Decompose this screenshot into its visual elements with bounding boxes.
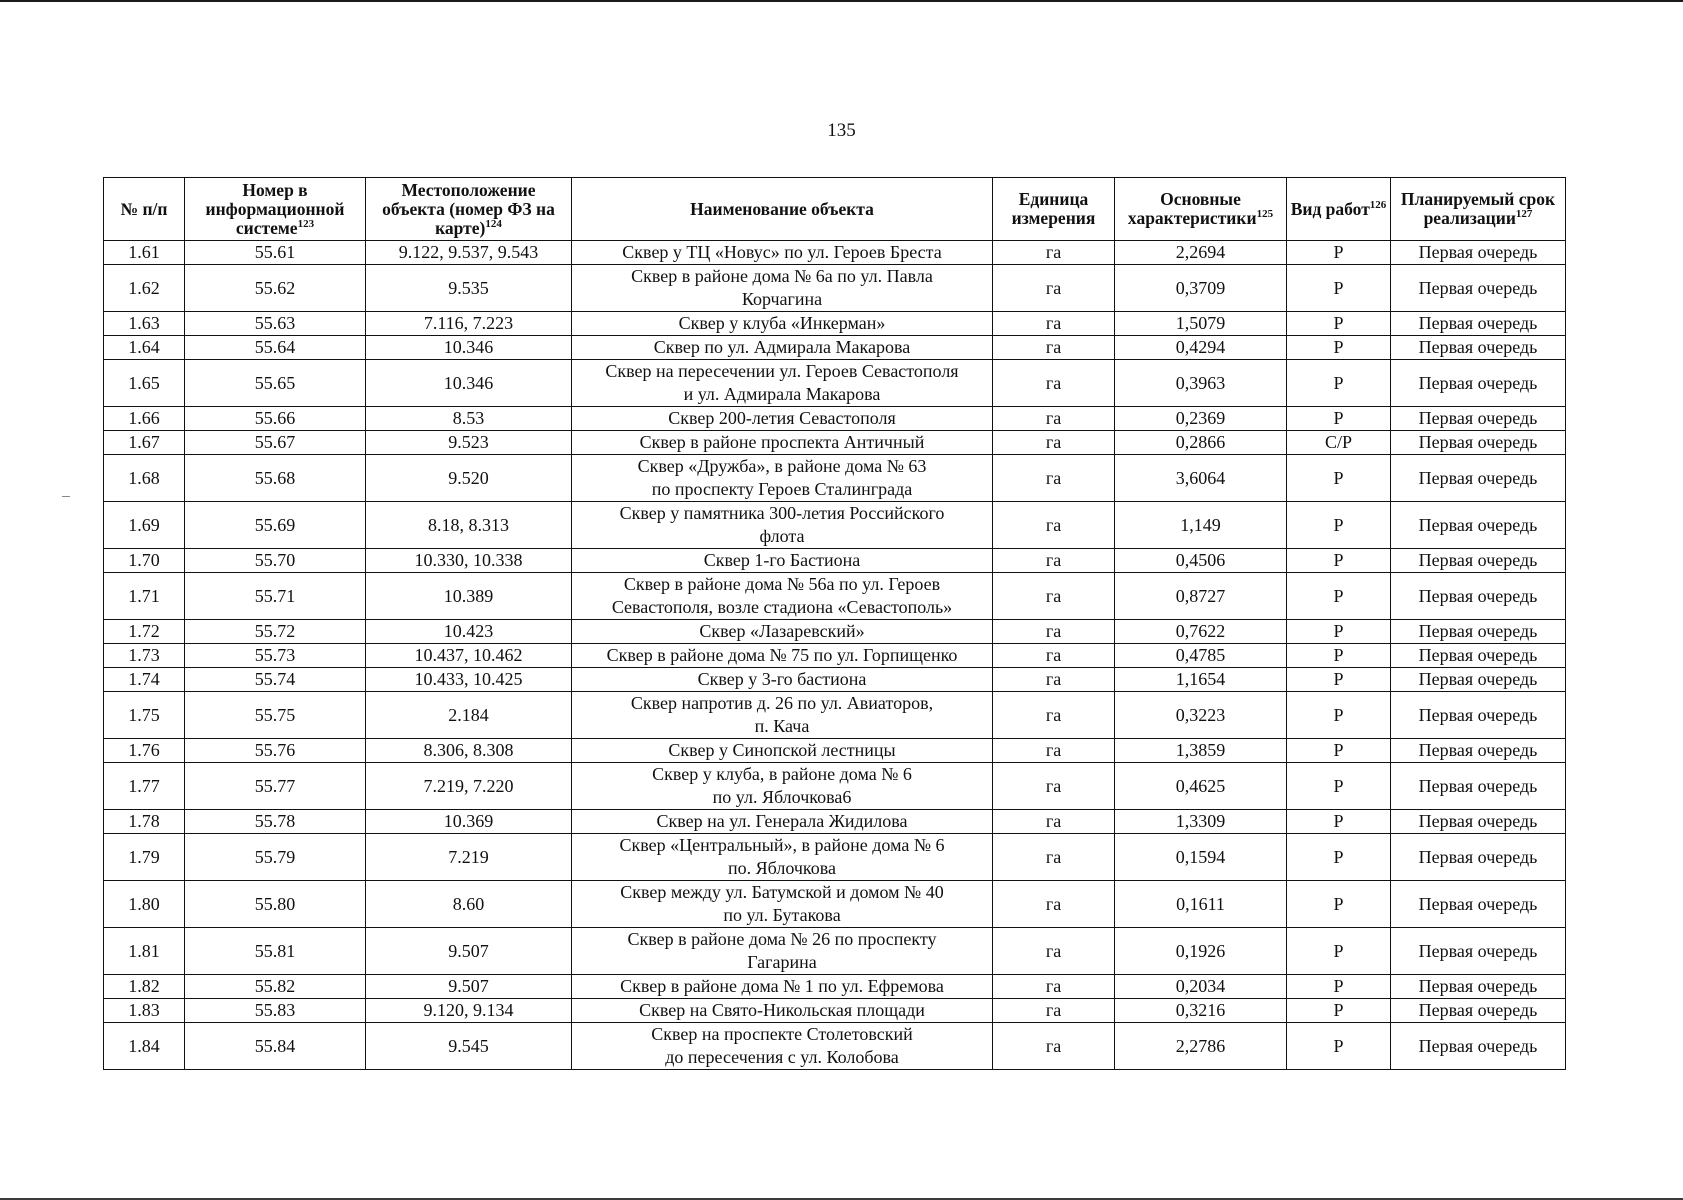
cell-characteristics: 0,3216 — [1115, 999, 1287, 1023]
cell-location: 7.116, 7.223 — [366, 312, 572, 336]
cell-row-number: 1.61 — [104, 241, 185, 265]
page-top-border — [0, 0, 1683, 2]
cell-info-system-number: 55.63 — [185, 312, 366, 336]
object-name-line: Сквер в районе дома № 56а по ул. Героев — [623, 574, 941, 594]
cell-planned-term: Первая очередь — [1391, 573, 1566, 620]
object-name-line: Сквер у клуба «Инкерман» — [678, 313, 886, 333]
cell-row-number: 1.76 — [104, 739, 185, 763]
cell-work-type: Р — [1287, 999, 1391, 1023]
cell-row-number: 1.70 — [104, 549, 185, 573]
cell-info-system-number: 55.69 — [185, 502, 366, 549]
table-row — [104, 975, 1566, 999]
cell-characteristics: 0,1611 — [1115, 881, 1287, 928]
cell-row-number: 1.84 — [104, 1023, 185, 1070]
cell-characteristics: 0,2034 — [1115, 975, 1287, 999]
cell-info-system-number: 55.77 — [185, 763, 366, 810]
col-header-location — [366, 178, 572, 241]
table-row — [104, 810, 1566, 834]
cell-object-name — [572, 834, 993, 881]
header-text: Местоположение объекта (номер ФЗ на карте) — [382, 179, 555, 238]
cell-planned-term: Первая очередь — [1391, 1023, 1566, 1070]
cell-unit: га — [993, 336, 1115, 360]
cell-object-name — [572, 407, 993, 431]
cell-planned-term: Первая очередь — [1391, 881, 1566, 928]
object-name-line: Сквер на пересечении ул. Героев Севастополя — [605, 361, 959, 381]
cell-unit: га — [993, 668, 1115, 692]
cell-characteristics: 0,4625 — [1115, 763, 1287, 810]
cell-info-system-number: 55.76 — [185, 739, 366, 763]
cell-planned-term: Первая очередь — [1391, 241, 1566, 265]
cell-info-system-number: 55.79 — [185, 834, 366, 881]
cell-work-type: Р — [1287, 312, 1391, 336]
cell-info-system-number: 55.73 — [185, 644, 366, 668]
cell-info-system-number: 55.84 — [185, 1023, 366, 1070]
cell-characteristics: 0,4785 — [1115, 644, 1287, 668]
table-row — [104, 265, 1566, 312]
table-row — [104, 360, 1566, 407]
table-row — [104, 834, 1566, 881]
cell-unit: га — [993, 1023, 1115, 1070]
cell-characteristics: 2,2786 — [1115, 1023, 1287, 1070]
object-name-line: Сквер «Лазаревский» — [699, 621, 865, 641]
cell-planned-term: Первая очередь — [1391, 407, 1566, 431]
cell-info-system-number: 55.80 — [185, 881, 366, 928]
table-row — [104, 928, 1566, 975]
object-name-line: Корчагина — [741, 289, 823, 309]
cell-work-type: Р — [1287, 810, 1391, 834]
cell-planned-term: Первая очередь — [1391, 336, 1566, 360]
cell-planned-term: Первая очередь — [1391, 975, 1566, 999]
cell-object-name — [572, 241, 993, 265]
cell-unit: га — [993, 241, 1115, 265]
cell-unit: га — [993, 644, 1115, 668]
cell-work-type: Р — [1287, 739, 1391, 763]
cell-row-number: 1.83 — [104, 999, 185, 1023]
object-name-line: п. Кача — [754, 716, 810, 736]
col-header-characteristics — [1115, 178, 1287, 241]
cell-planned-term: Первая очередь — [1391, 834, 1566, 881]
cell-unit: га — [993, 502, 1115, 549]
cell-row-number: 1.78 — [104, 810, 185, 834]
cell-object-name — [572, 999, 993, 1023]
cell-location: 9.120, 9.134 — [366, 999, 572, 1023]
cell-info-system-number: 55.67 — [185, 431, 366, 455]
cell-unit: га — [993, 975, 1115, 999]
cell-unit: га — [993, 739, 1115, 763]
footnote-ref: 124 — [485, 217, 502, 230]
cell-unit: га — [993, 810, 1115, 834]
cell-planned-term: Первая очередь — [1391, 360, 1566, 407]
cell-object-name — [572, 1023, 993, 1070]
cell-planned-term: Первая очередь — [1391, 739, 1566, 763]
footnote-ref: 123 — [297, 217, 315, 230]
cell-row-number: 1.74 — [104, 668, 185, 692]
cell-row-number: 1.64 — [104, 336, 185, 360]
cell-work-type: Р — [1287, 928, 1391, 975]
cell-info-system-number: 55.64 — [185, 336, 366, 360]
object-name-line: Сквер у Синопской лестницы — [668, 740, 896, 760]
table-row — [104, 692, 1566, 739]
table-row — [104, 739, 1566, 763]
cell-row-number: 1.72 — [104, 620, 185, 644]
table-row — [104, 881, 1566, 928]
cell-object-name — [572, 431, 993, 455]
table-row — [104, 241, 1566, 265]
col-header-object-name — [572, 178, 993, 241]
cell-object-name — [572, 763, 993, 810]
cell-unit: га — [993, 573, 1115, 620]
object-name-line: Сквер у клуба, в районе дома № 6 — [652, 764, 912, 784]
cell-work-type: Р — [1287, 407, 1391, 431]
cell-location: 9.122, 9.537, 9.543 — [366, 241, 572, 265]
cell-location: 9.535 — [366, 265, 572, 312]
cell-object-name — [572, 928, 993, 975]
cell-row-number: 1.62 — [104, 265, 185, 312]
cell-location: 9.507 — [366, 975, 572, 999]
cell-unit: га — [993, 360, 1115, 407]
table-body — [104, 241, 1566, 1070]
cell-object-name — [572, 739, 993, 763]
cell-object-name — [572, 573, 993, 620]
cell-location: 7.219 — [366, 834, 572, 881]
col-header-number — [104, 178, 185, 241]
cell-object-name — [572, 620, 993, 644]
cell-location: 10.437, 10.462 — [366, 644, 572, 668]
cell-work-type: Р — [1287, 668, 1391, 692]
cell-work-type: Р — [1287, 975, 1391, 999]
object-name-line: Сквер у памятника 300-летия Российского — [619, 503, 945, 523]
cell-info-system-number: 55.65 — [185, 360, 366, 407]
cell-row-number: 1.69 — [104, 502, 185, 549]
object-name-line: флота — [759, 526, 805, 546]
object-name-line: Сквер в районе дома № 26 по проспекту — [627, 929, 937, 949]
cell-info-system-number: 55.83 — [185, 999, 366, 1023]
cell-info-system-number: 55.81 — [185, 928, 366, 975]
cell-unit: га — [993, 407, 1115, 431]
cell-characteristics: 0,2369 — [1115, 407, 1287, 431]
object-name-line: Сквер на ул. Генерала Жидилова — [656, 811, 908, 831]
object-name-line: Сквер «Центральный», в районе дома № 6 — [619, 835, 945, 855]
table-row — [104, 336, 1566, 360]
cell-location: 10.346 — [366, 360, 572, 407]
object-name-line: Сквер в районе дома № 6а по ул. Павла — [631, 266, 933, 286]
cell-row-number: 1.79 — [104, 834, 185, 881]
cell-work-type: Р — [1287, 881, 1391, 928]
cell-location: 8.60 — [366, 881, 572, 928]
cell-location: 10.389 — [366, 573, 572, 620]
cell-characteristics: 1,149 — [1115, 502, 1287, 549]
cell-row-number: 1.75 — [104, 692, 185, 739]
cell-location: 9.545 — [366, 1023, 572, 1070]
cell-row-number: 1.68 — [104, 455, 185, 502]
cell-unit: га — [993, 620, 1115, 644]
cell-work-type: Р — [1287, 360, 1391, 407]
cell-planned-term: Первая очередь — [1391, 928, 1566, 975]
cell-characteristics: 0,4506 — [1115, 549, 1287, 573]
cell-object-name — [572, 810, 993, 834]
table-row — [104, 1023, 1566, 1070]
cell-location: 10.330, 10.338 — [366, 549, 572, 573]
object-name-line: Сквер в районе дома № 75 по ул. Горпищенко — [606, 645, 958, 665]
object-name-line: по ул. Бутакова — [723, 905, 841, 925]
object-name-line: Сквер на Свято-Никольская площади — [639, 1000, 925, 1020]
cell-info-system-number: 55.62 — [185, 265, 366, 312]
header-text: Планируемый срок реализации — [1400, 189, 1556, 228]
cell-location: 10.346 — [366, 336, 572, 360]
cell-location: 7.219, 7.220 — [366, 763, 572, 810]
cell-row-number: 1.77 — [104, 763, 185, 810]
cell-row-number: 1.67 — [104, 431, 185, 455]
cell-characteristics: 0,1594 — [1115, 834, 1287, 881]
cell-characteristics: 2,2694 — [1115, 241, 1287, 265]
cell-location: 8.18, 8.313 — [366, 502, 572, 549]
object-name-line: Сквер в районе проспекта Античный — [639, 432, 925, 452]
cell-unit: га — [993, 549, 1115, 573]
cell-work-type: Р — [1287, 336, 1391, 360]
cell-object-name — [572, 692, 993, 739]
cell-row-number: 1.81 — [104, 928, 185, 975]
cell-info-system-number: 55.66 — [185, 407, 366, 431]
cell-object-name — [572, 455, 993, 502]
cell-location: 10.433, 10.425 — [366, 668, 572, 692]
object-name-line: Сквер на проспекте Столетовский — [651, 1024, 913, 1044]
cell-location: 9.507 — [366, 928, 572, 975]
cell-work-type: Р — [1287, 834, 1391, 881]
object-name-line: по ул. Яблочкова6 — [712, 787, 852, 807]
cell-unit: га — [993, 692, 1115, 739]
cell-characteristics: 3,6064 — [1115, 455, 1287, 502]
cell-row-number: 1.82 — [104, 975, 185, 999]
cell-characteristics: 1,1654 — [1115, 668, 1287, 692]
cell-work-type: Р — [1287, 692, 1391, 739]
cell-characteristics: 0,3963 — [1115, 360, 1287, 407]
cell-unit: га — [993, 312, 1115, 336]
col-header-planned-term — [1391, 178, 1566, 241]
cell-info-system-number: 55.74 — [185, 668, 366, 692]
cell-planned-term: Первая очередь — [1391, 265, 1566, 312]
object-name-line: до пересечения с ул. Колобова — [665, 1047, 899, 1067]
cell-object-name — [572, 644, 993, 668]
table-row — [104, 407, 1566, 431]
header-text: № п/п — [120, 198, 168, 219]
cell-row-number: 1.71 — [104, 573, 185, 620]
table-row — [104, 644, 1566, 668]
cell-object-name — [572, 549, 993, 573]
cell-work-type: С/Р — [1287, 431, 1391, 455]
cell-info-system-number: 55.71 — [185, 573, 366, 620]
cell-planned-term: Первая очередь — [1391, 692, 1566, 739]
footnote-ref: 126 — [1369, 198, 1387, 211]
cell-characteristics: 1,5079 — [1115, 312, 1287, 336]
cell-work-type: Р — [1287, 620, 1391, 644]
table-row — [104, 763, 1566, 810]
cell-planned-term: Первая очередь — [1391, 668, 1566, 692]
cell-info-system-number: 55.72 — [185, 620, 366, 644]
cell-object-name — [572, 668, 993, 692]
object-name-line: Сквер напротив д. 26 по ул. Авиаторов, — [630, 693, 934, 713]
object-name-line: Сквер между ул. Батумской и домом № 40 — [620, 882, 944, 902]
cell-object-name — [572, 312, 993, 336]
cell-characteristics: 0,3223 — [1115, 692, 1287, 739]
cell-object-name — [572, 265, 993, 312]
object-name-line: по. Яблочкова — [728, 858, 836, 878]
cell-work-type: Р — [1287, 455, 1391, 502]
cell-planned-term: Первая очередь — [1391, 502, 1566, 549]
cell-planned-term: Первая очередь — [1391, 644, 1566, 668]
table-row — [104, 620, 1566, 644]
object-name-line: Сквер у 3-го бастиона — [697, 669, 867, 689]
object-name-line: Сквер «Дружба», в районе дома № 63 — [637, 456, 927, 476]
cell-info-system-number: 55.70 — [185, 549, 366, 573]
cell-location: 9.523 — [366, 431, 572, 455]
cell-object-name — [572, 881, 993, 928]
cell-info-system-number: 55.75 — [185, 692, 366, 739]
table-row — [104, 668, 1566, 692]
cell-characteristics: 0,1926 — [1115, 928, 1287, 975]
table-row — [104, 455, 1566, 502]
footnote-ref: 127 — [1515, 208, 1533, 221]
cell-work-type: Р — [1287, 573, 1391, 620]
cell-planned-term: Первая очередь — [1391, 810, 1566, 834]
cell-planned-term: Первая очередь — [1391, 312, 1566, 336]
object-name-line: Сквер в районе дома № 1 по ул. Ефремова — [620, 976, 944, 996]
cell-planned-term: Первая очередь — [1391, 455, 1566, 502]
cell-location: 9.520 — [366, 455, 572, 502]
table-row — [104, 431, 1566, 455]
col-header-unit — [993, 178, 1115, 241]
cell-work-type: Р — [1287, 763, 1391, 810]
cell-location: 2.184 — [366, 692, 572, 739]
col-header-work-type — [1287, 178, 1391, 241]
cell-unit: га — [993, 455, 1115, 502]
cell-work-type: Р — [1287, 644, 1391, 668]
object-name-line: Сквер у ТЦ «Новус» по ул. Героев Бреста — [622, 242, 942, 262]
cell-info-system-number: 55.78 — [185, 810, 366, 834]
cell-work-type: Р — [1287, 549, 1391, 573]
table-row — [104, 573, 1566, 620]
cell-object-name — [572, 502, 993, 549]
object-name-line: Сквер 1-го Бастиона — [703, 550, 861, 570]
page-number: 135 — [827, 120, 856, 141]
cell-work-type: Р — [1287, 265, 1391, 312]
cell-info-system-number: 55.68 — [185, 455, 366, 502]
table-row — [104, 312, 1566, 336]
cell-characteristics: 0,2866 — [1115, 431, 1287, 455]
cell-planned-term: Первая очередь — [1391, 431, 1566, 455]
cell-location: 8.306, 8.308 — [366, 739, 572, 763]
cell-work-type: Р — [1287, 1023, 1391, 1070]
footnote-ref: 125 — [1256, 208, 1274, 221]
cell-row-number: 1.66 — [104, 407, 185, 431]
cell-object-name — [572, 360, 993, 407]
cell-work-type: Р — [1287, 241, 1391, 265]
cell-characteristics: 0,8727 — [1115, 573, 1287, 620]
cell-unit: га — [993, 999, 1115, 1023]
header-text: Номер в информационной системе — [205, 179, 345, 238]
cell-characteristics: 0,3709 — [1115, 265, 1287, 312]
table-header-row — [104, 178, 1566, 241]
cell-unit: га — [993, 431, 1115, 455]
cell-unit: га — [993, 763, 1115, 810]
cell-location: 10.369 — [366, 810, 572, 834]
cell-location: 8.53 — [366, 407, 572, 431]
header-text: Вид работ — [1290, 198, 1370, 219]
table-row — [104, 549, 1566, 573]
cell-object-name — [572, 336, 993, 360]
col-header-info-system-number — [185, 178, 366, 241]
cell-planned-term: Первая очередь — [1391, 620, 1566, 644]
cell-characteristics: 1,3859 — [1115, 739, 1287, 763]
table-row — [104, 999, 1566, 1023]
cell-characteristics: 0,7622 — [1115, 620, 1287, 644]
header-text: Наименование объекта — [690, 198, 874, 219]
cell-unit: га — [993, 928, 1115, 975]
cell-work-type: Р — [1287, 502, 1391, 549]
cell-object-name — [572, 975, 993, 999]
cell-unit: га — [993, 265, 1115, 312]
cell-planned-term: Первая очередь — [1391, 999, 1566, 1023]
object-name-line: Сквер по ул. Адмирала Макарова — [653, 337, 911, 357]
cell-info-system-number: 55.61 — [185, 241, 366, 265]
cell-characteristics: 0,4294 — [1115, 336, 1287, 360]
cell-row-number: 1.63 — [104, 312, 185, 336]
cell-planned-term: Первая очередь — [1391, 549, 1566, 573]
table-row — [104, 502, 1566, 549]
cell-unit: га — [993, 834, 1115, 881]
header-text: Основные характеристики — [1127, 189, 1257, 228]
header-text: Единица измерения — [1011, 189, 1096, 228]
cell-unit: га — [993, 881, 1115, 928]
cell-characteristics: 1,3309 — [1115, 810, 1287, 834]
object-name-line: Гагарина — [747, 952, 817, 972]
cell-location: 10.423 — [366, 620, 572, 644]
cell-planned-term: Первая очередь — [1391, 763, 1566, 810]
cell-info-system-number: 55.82 — [185, 975, 366, 999]
cell-row-number: 1.73 — [104, 644, 185, 668]
object-name-line: по проспекту Героев Сталинграда — [651, 479, 913, 499]
cell-row-number: 1.80 — [104, 881, 185, 928]
cell-row-number: 1.65 — [104, 360, 185, 407]
object-name-line: и ул. Адмирала Макарова — [683, 384, 881, 404]
objects-table — [103, 177, 1566, 1070]
scan-mark — [62, 496, 70, 497]
object-name-line: Севастополя, возле стадиона «Севастополь» — [611, 597, 953, 617]
object-name-line: Сквер 200-летия Севастополя — [668, 408, 896, 428]
